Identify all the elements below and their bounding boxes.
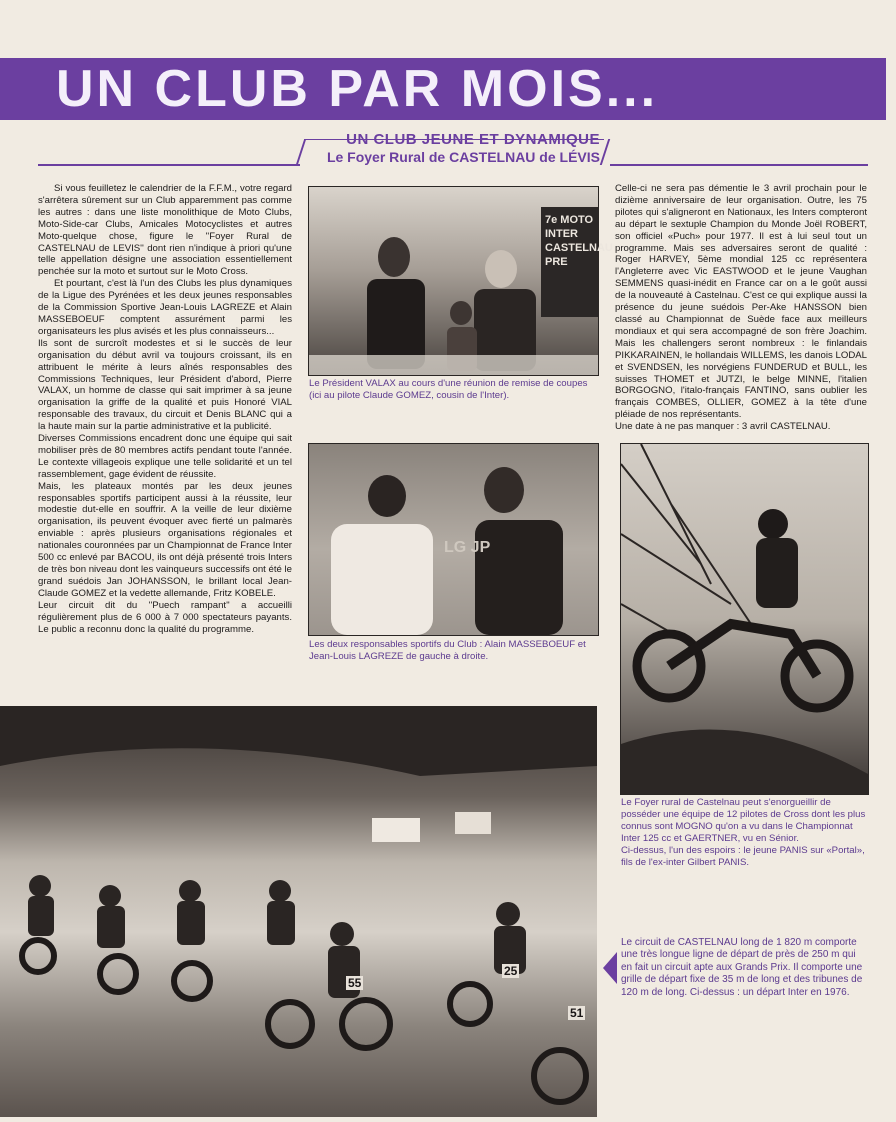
photo-race-illustration (0, 706, 597, 1117)
race-bib-25: 25 (504, 964, 518, 978)
paragraph: Celle-ci ne sera pas démentie le 3 avril prochain pour le dizième anniversaire de leur organisation. Outre, les 75 pilotes qui s'aligneront en Nationaux, les Inters compteront au départ le sextuple Champion du Monde Joël ROBERT, son officiel «Puch» pour 1977. Il est à lui seul tout un programme. Mais ses adversaires seront de qualité : Roger HARVEY, 5ème mondial 125 cc représentera l'Angleterre avec Vic EASTWOOD et le jeune Vaughan SEMMENS quasi-inédit en France car on a le goût aussi de la nouveauté à Castelnau. C'est ce qui explique aussi la présence du jeune suédois Per-Ake HANSSON bien classé au Championnat de Suède face aux meilleurs mondiaux et qui sera accompagné de son frère Joachim. Mais les challengers seront nombreux : le finlandais PIKKARAINEN, le hollandais WILLEMS, les danois LODAL et SVENDSEN, les norvégiens FUNDERUD et BULL, les suisses THOMET et JUTZI, le belge MINNE, l'italien BORGOGNO, l'italo-français FANTINO, sans oublier les français COMBES, OLLIER, GOMEZ à la tête d'une pléiade de nos représentants. (615, 183, 867, 421)
closing-line: Une date à ne pas manquer : 3 avril CASTELNAU. (615, 421, 831, 433)
right-text-column (615, 183, 867, 433)
caption-valax: Le Président VALAX au cours d'une réunion de remise de coupes (ici au pilote Claude GOMEZ, cousin de l'Inter). (309, 378, 588, 401)
caption-circuit: Le circuit de CASTELNAU long de 1 820 m comporte une très longue ligne de départ de près de 250 m qui en fait un circuit apte aux Grands Prix. Il comporte une grille de départ fixe de 35 m de long et des tribunes de 120 m de long. Ci-dessus : un départ Inter en 1976. (621, 937, 863, 998)
page-title: UN CLUB PAR MOIS... (56, 60, 659, 118)
subhead-rule-right (610, 164, 868, 166)
subhead-rule-left (38, 164, 300, 166)
paragraph: Leur circuit dit du ''Puech rampant'' a accueilli régulièrement plus de 6 000 à 7 000 spectateurs payants. Le public a reconnu donc la qualité du programme. (38, 599, 292, 635)
caption-pointer-arrow (603, 952, 617, 984)
subheading-line-1: UN CLUB JEUNE ET DYNAMIQUE (346, 131, 600, 148)
caption-foyer-part-1: Le Foyer rural de Castelnau peut s'enorgueillir de posséder une équipe de 12 pilotes de Cross dont les plus connus sont MOGNO qu'on a vu dans le Championnat Inter 125 cc et GAERTNER, vu en Sénior. (621, 797, 866, 844)
photo-panis-illustration (621, 444, 868, 794)
caption-responsables: Les deux responsables sportifs du Club : Alain MASSEBOEUF et Jean-Louis LAGREZE de gauche à droite. (309, 639, 586, 662)
race-bib-51: 51 (570, 1006, 584, 1020)
subheading (327, 131, 600, 165)
photo-watermark: LG JP (444, 539, 491, 556)
race-bib-55: 55 (348, 976, 362, 990)
photo-president-valax (308, 186, 613, 376)
paragraph: Si vous feuilletez le calendrier de la F.F.M., votre regard s'arrêtera sûrement sur un Club apparemment pas comme les autres : dans une liste monolithique de Moto Clubs, Moto-Side-car Clubs, Amicales Motocyclistes et autres Moto-quelque chose, figure le ''Foyer Rural de CASTELNAU de LEVIS'' dont rien n'indique à priori qu'une telle appellation désigne une association essentiellement penchée sur la moto et surtout sur le Moto Cross. (38, 183, 292, 278)
photo-responsables (308, 443, 599, 636)
subhead-rule-notch-left (296, 139, 306, 165)
paragraph: Diverses Commissions encadrent donc une équipe qui sait mobiliser près de 80 membres actifs pendant toute l'année. Le contexte villageois explique une telle solidarité et un tel rassemblement, gage évident de réussite. (38, 433, 292, 480)
photo-rider-panis (620, 443, 869, 795)
left-text-column (38, 183, 292, 635)
paragraph: Mais, les plateaux montés par les deux jeunes responsables sportifs participent aussi à la réussite, leur modestie dut-elle en souffrir. A la veille de leur dixième organisation, ils peuvent évoquer avec fierté un palmarès enviable : après plusieurs organisations régionales et nationales couronnées par un Championnat de France Inter 500 cc enlevé par BACOU, ils ont déjà présenté trois Inters de très bon niveau dont les vainqueurs successifs ont été le grand suédois Jan JOHANSSON, le brillant local Jean-Claude GOMEZ et la vedette allemande, Fritz KOBELE. (38, 480, 292, 599)
paragraph: Ils sont de surcroît modestes et si le succès de leur organisation du début avril va toujours croissant, ils en attribuent le mérite à leurs aînés responsables des Commissions Techniques, leur Président d'abord, Pierre VALAX, un homme de classe qui sait imprimer à sa jeune organisation la griffe de la qualité et puis Honoré VIAL responsable des travaux, du circuit et Denis BLANC qui a la haute main sur la partie administrative et la publicité. (38, 337, 292, 433)
paragraph: Et pourtant, c'est là l'un des Clubs les plus dynamiques de la Ligue des Pyrénées et les deux jeunes responsables de la Commission Sportive Jean-Louis LAGREZE et Alain MASSEBOEUF comptent assurément parmi les organisateurs les plus avisés et les plus connaisseurs... (38, 278, 292, 337)
subhead-rule-notch-right (600, 139, 610, 165)
header-banner (0, 58, 886, 120)
subheading-line-2: Le Foyer Rural de CASTELNAU de LÉVIS (326, 149, 600, 165)
photo-race-start (0, 706, 597, 1117)
caption-foyer (621, 797, 868, 869)
photo-banner-sign: 7e MOTO INTER CASTELNAU PRE (545, 214, 613, 268)
caption-foyer-part-2: Ci-dessus, l'un des espoirs : le jeune PANIS sur «Portal», fils de l'ex-inter Gilbert PANIS. (621, 845, 865, 868)
